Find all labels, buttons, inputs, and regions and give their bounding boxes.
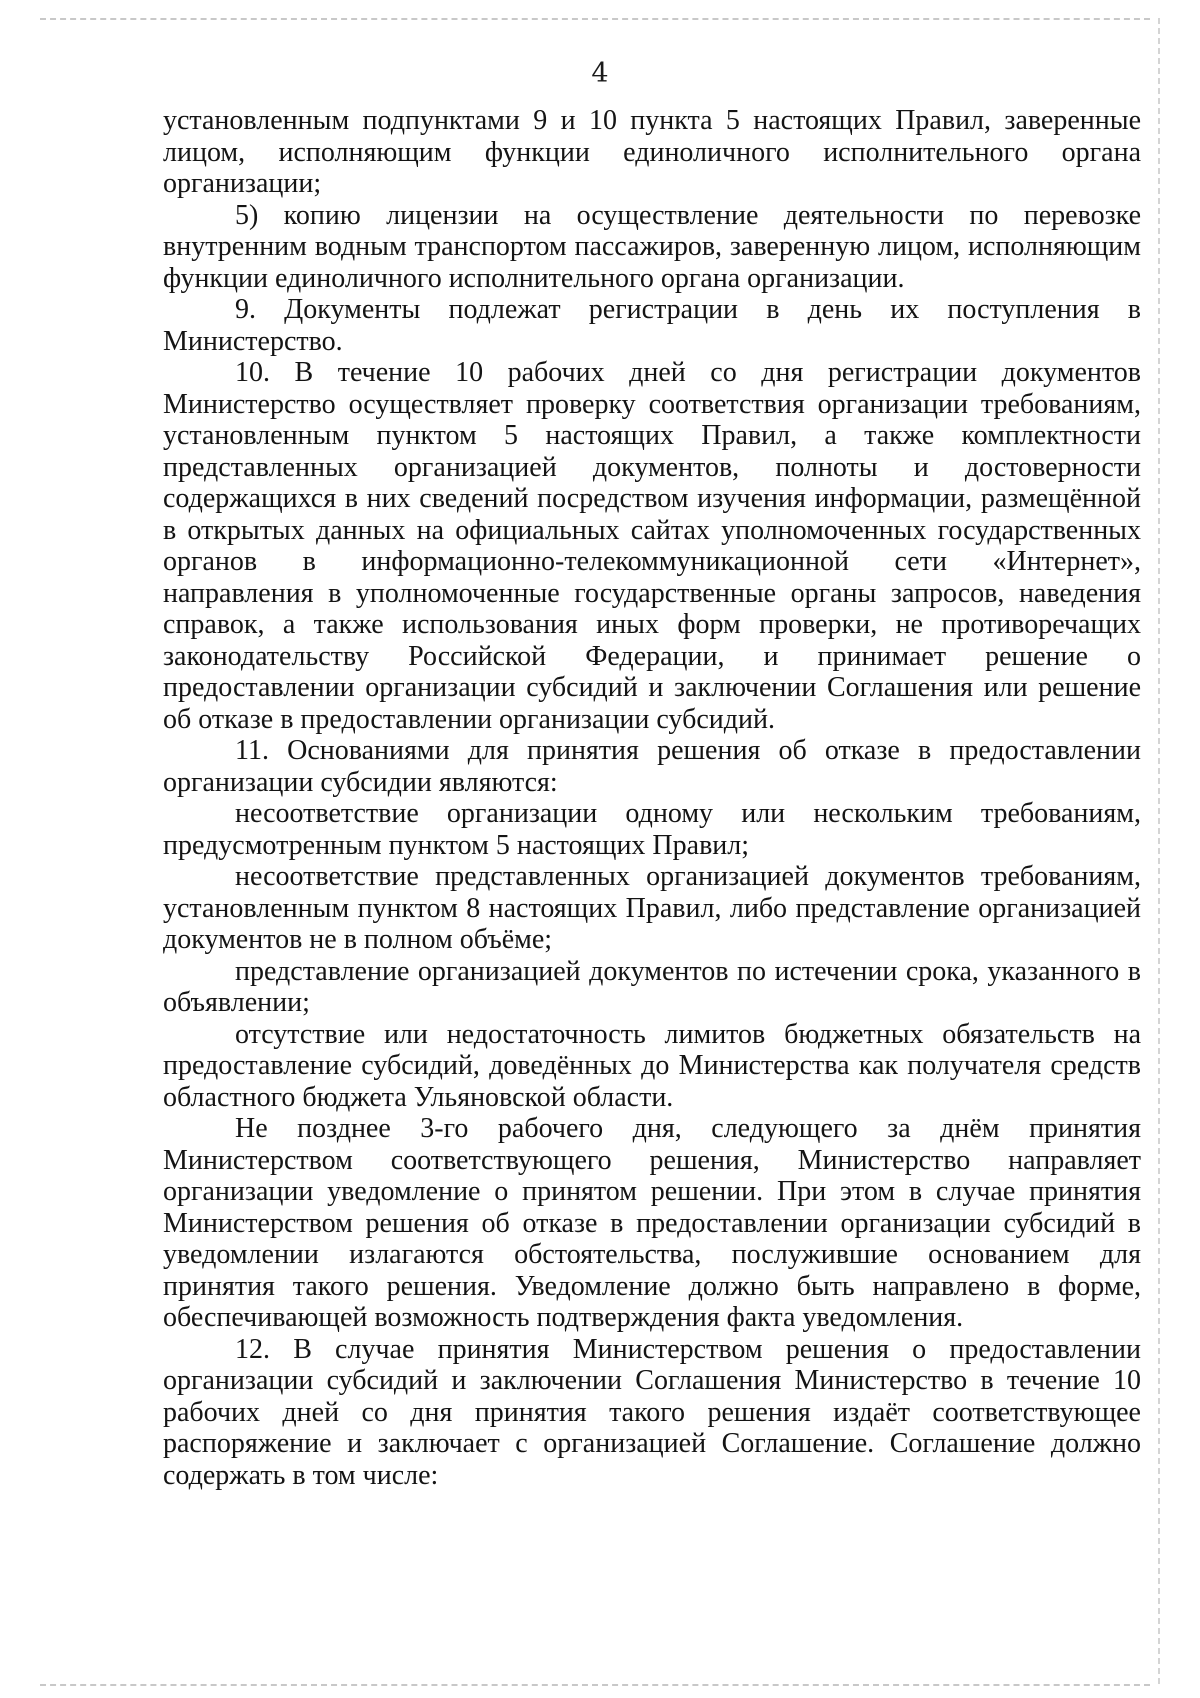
paragraph: 10. В течение 10 рабочих дней со дня регистрации документов Министерство осуществляет проверку соответствия организации требованиям, установленным пунктом 5 настоящих Правил, а также комплектности представленных организацией документов, полноты и достоверности содержащихся в них сведений посредством изучения информации, размещённой в открытых данных на официальных сайтах уполномоченных государственных органов в информационно-телекоммуникационной сети «Интернет», направления в уполномоченные государственные органы запросов, наведения справок, а также использования иных форм проверки, не противоречащих законодательству Российской Федерации, и принимает решение о предоставлении организации субсидий и заключении Соглашения или решение об отказе в предоставлении организации субсидий. [163, 357, 1141, 735]
scan-edge-right [1158, 18, 1160, 1684]
page-number: 4 [591, 58, 609, 89]
paragraph: Не позднее 3-го рабочего дня, следующего за днём принятия Министерством соответствующего решения, Министерство направляет организации уведомление о принятом решении. При этом в случае принятия Министерством решения об отказе в предоставлении организации субсидий в уведомлении излагаются обстоятельства, послужившие основанием для принятия такого решения. Уведомление должно быть направлено в форме, обеспечивающей возможность подтверждения факта уведомления. [163, 1113, 1141, 1333]
scan-edge-top [40, 18, 1150, 20]
document-body [163, 105, 1141, 1491]
paragraph: представление организацией документов по истечении срока, указанного в объявлении; [163, 955, 1141, 1018]
paragraph: несоответствие представленных организацией документов требованиям, установленным пунктом 8 настоящих Правил, либо представление организацией документов не в полном объёме; [163, 861, 1141, 955]
paragraph: отсутствие или недостаточность лимитов бюджетных обязательств на предоставление субсидий, доведённых до Министерства как получателя средств областного бюджета Ульяновской области. [163, 1018, 1141, 1113]
paragraph: несоответствие организации одному или нескольким требованиям, предусмотренным пунктом 5 настоящих Правил; [163, 798, 1141, 861]
paragraph: 5) копию лицензии на осуществление деятельности по перевозке внутренним водным транспортом пассажиров, заверенную лицом, исполняющим функции единоличного исполнительного органа организации. [163, 199, 1141, 294]
paragraph: установленным подпунктами 9 и 10 пункта 5 настоящих Правил, заверенные лицом, исполняющим функции единоличного исполнительного органа организации; [163, 105, 1141, 199]
scan-edge-bottom [40, 1684, 1150, 1686]
paragraph: 12. В случае принятия Министерством решения о предоставлении организации субсидий и заключении Соглашения Министерство в течение 10 рабочих дней со дня принятия такого решения издаёт соответствующее распоряжение и заключает с организацией Соглашение. Соглашение должно содержать в том числе: [163, 1333, 1141, 1491]
paragraph: 11. Основаниями для принятия решения об отказе в предоставлении организации субсидии являются: [163, 735, 1141, 798]
paragraph: 9. Документы подлежат регистрации в день их поступления в Министерство. [163, 294, 1141, 357]
